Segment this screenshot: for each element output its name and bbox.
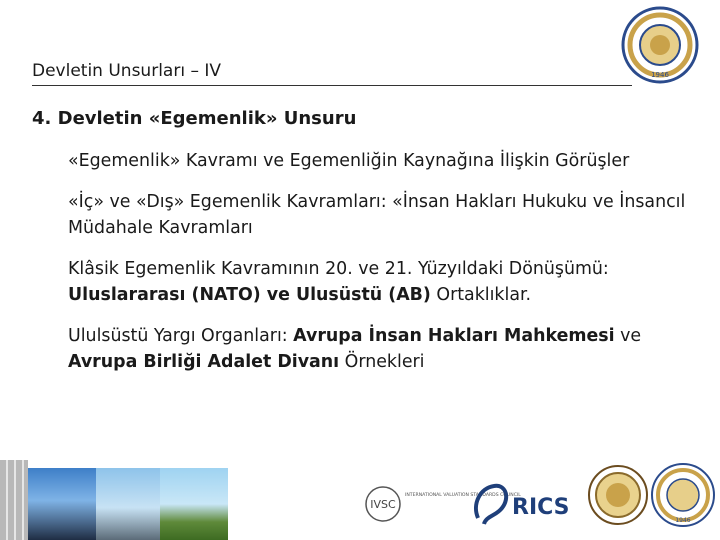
section-heading: 4. Devletin «Egemenlik» Unsuru bbox=[32, 108, 357, 129]
bullet-item bbox=[68, 148, 708, 174]
university-seal-icon bbox=[620, 5, 700, 85]
bullet-text: Ululsüstü Yargı Organları: bbox=[68, 326, 294, 346]
bullet-text: ve bbox=[614, 326, 642, 346]
towers-image bbox=[96, 468, 160, 540]
bullet-item bbox=[68, 189, 708, 241]
ivsc-subtitle: INTERNATIONAL VALUATION STANDARDS COUNCIL bbox=[405, 493, 521, 498]
rics-label: RICS bbox=[512, 495, 570, 520]
slide-title: Devletin Unsurları – IV bbox=[32, 61, 222, 81]
bullet-text: Ortaklıklar. bbox=[430, 285, 532, 305]
ankara-university-seal-icon bbox=[650, 462, 716, 528]
institution-seal-icon bbox=[587, 464, 649, 526]
title-divider bbox=[32, 85, 632, 86]
landscape-image bbox=[160, 468, 228, 540]
bullet-item bbox=[68, 323, 708, 375]
bullet-text: Örnekleri bbox=[339, 352, 425, 372]
bullet-text: «İç» ve «Dış» Egemenlik Kavramları: «İnsan Hakları Hukuku ve İnsancıl Müdahale Kavramları bbox=[68, 192, 686, 238]
bullet-emphasis: Avrupa İnsan Hakları Mahkemesi bbox=[293, 326, 615, 346]
ivsc-label: IVSC bbox=[370, 498, 396, 511]
bullet-item bbox=[68, 256, 708, 308]
footer-banner bbox=[0, 460, 720, 540]
seal-year-footer: 1946 bbox=[675, 517, 691, 524]
bullet-list bbox=[68, 148, 708, 390]
rics-logo bbox=[470, 474, 580, 534]
footer-stripe bbox=[0, 460, 28, 540]
bullet-text: Klâsik Egemenlik Kavramının 20. ve 21. Yüzyıldaki Dönüşümü: bbox=[68, 259, 609, 279]
bullet-emphasis: Avrupa Birliği Adalet Divanı bbox=[68, 352, 340, 372]
bullet-text: «Egemenlik» Kavramı ve Egemenliğin Kaynağına İlişkin Görüşler bbox=[68, 151, 630, 171]
bullet-emphasis: Uluslararası (NATO) ve Ulusüstü (AB) bbox=[68, 285, 431, 305]
ivsc-logo bbox=[365, 476, 521, 532]
city-skyline-image bbox=[28, 468, 96, 540]
seal-year: 1946 bbox=[651, 71, 669, 79]
